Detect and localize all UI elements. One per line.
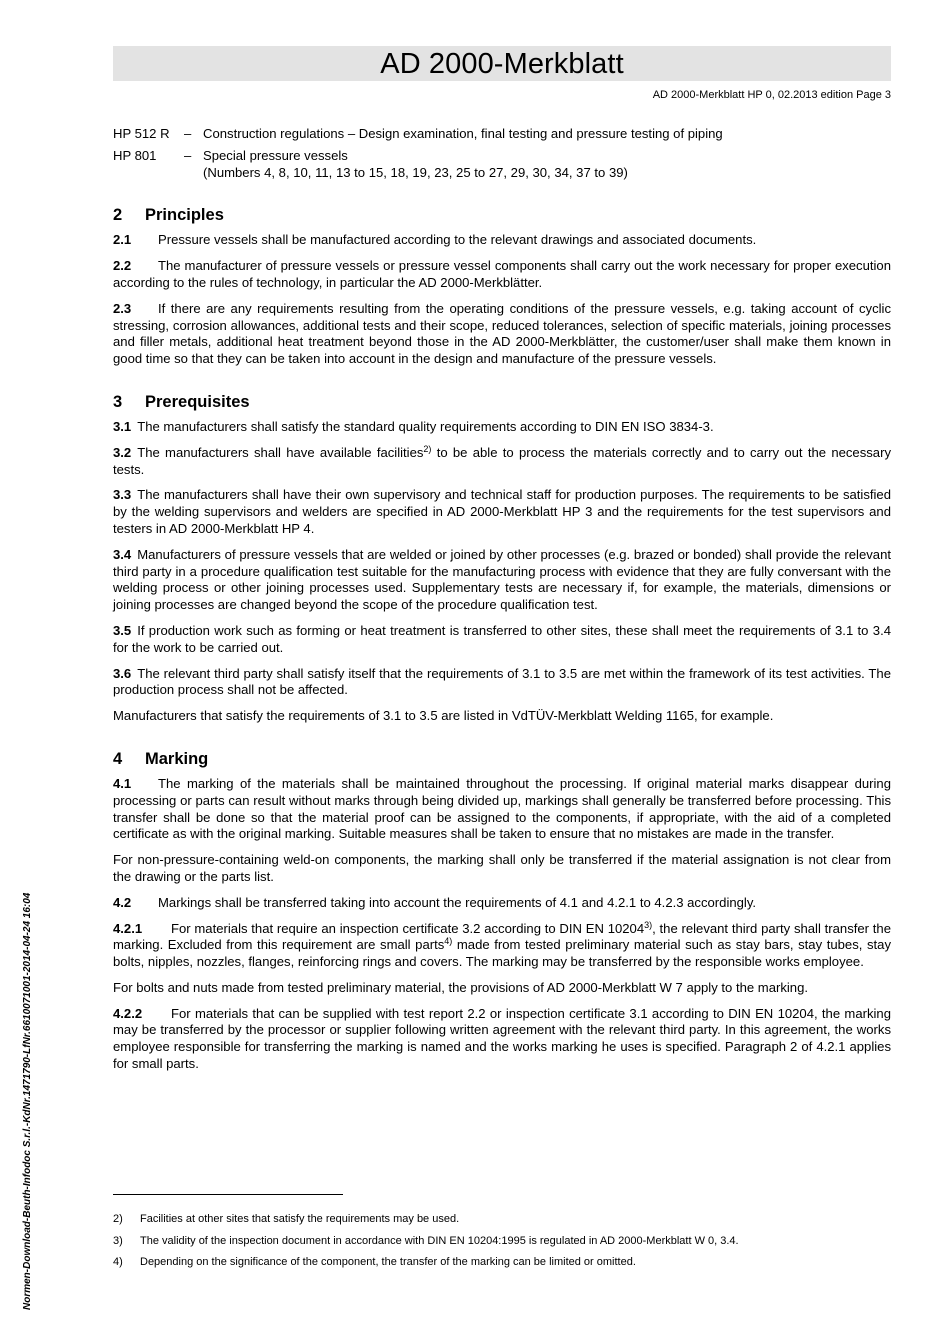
download-stamp: Normen-Download-Beuth-Infodoc S.r.l.-KdNr.1471790-LfNr.6610071001-2014-04-24 16:04 [22, 892, 33, 1310]
reference-item [113, 126, 891, 143]
paragraph-number: 3.6 [113, 665, 132, 681]
paragraph-2-1 [113, 232, 891, 249]
document-header [113, 46, 891, 81]
footnote-divider [113, 1194, 343, 1195]
paragraph-text: The manufacturer of pressure vessels or pressure vessel components shall carry out the work necessary for proper execution according to the rules of technology, in particular the AD 2000-Merkblätter. [113, 258, 891, 290]
footnote-item [113, 1212, 891, 1226]
paragraph-3-6 [113, 666, 891, 700]
paragraph-number: 2.3 [113, 300, 132, 316]
footnote-mark: 4) [113, 1256, 123, 1268]
paragraph-number: 4.2.1 [113, 920, 143, 936]
section-heading-prerequisites [113, 392, 891, 412]
section-number: 2 [113, 206, 123, 225]
reference-text [203, 148, 891, 182]
footnote-item [113, 1234, 891, 1248]
edition-line: AD 2000-Merkblatt HP 0, 02.2013 edition Page 3 [652, 89, 891, 101]
paragraph-text: For materials that require an inspection certificate 3.2 according to DIN EN 10204 [171, 920, 645, 936]
paragraph-4-2-2 [113, 1006, 891, 1073]
footnote-text: The validity of the inspection document in accordance with DIN EN 10204:1995 is regulated in AD 2000-Merkblatt W 0, 3.4. [140, 1234, 739, 1247]
footnote-text: Depending on the significance of the component, the transfer of the marking can be limited or omitted. [140, 1256, 636, 1268]
paragraph-number: 4.2.2 [113, 1005, 143, 1021]
paragraph-text: , the relevant third party shall transfer the marking. Excluded from this requirement are small parts [113, 920, 891, 953]
reference-text: Construction regulations – Design examination, final testing and pressure testing of piping [203, 126, 723, 141]
paragraph-text: If production work such as forming or heat treatment is transferred to other sites, these shall meet the requirements of 3.1 to 3.4 for the work to be carried out. [113, 622, 891, 655]
section-title: Principles [145, 206, 224, 225]
document-page [113, 46, 891, 1082]
document-title: AD 2000-Merkblatt [380, 48, 624, 80]
footnote-item [113, 1255, 891, 1269]
paragraph-2-2 [113, 258, 891, 292]
paragraph-text: The manufacturers shall have their own supervisory and technical staff for production purposes. The requirements to be satisfied by the welding supervisors and welders are specified in AD 2000-Merkblatt HP 3 and the requirements for the test supervisors and testers in AD 2000-Merkblatt HP 4. [113, 487, 891, 536]
paragraph-number: 3.4 [113, 546, 132, 562]
paragraph-text: made from tested preliminary material such as stay bars, stay tubes, stay bolts, nipples, nozzles, flanges, reinforcing rings and covers. The marking may be transferred by the responsible works employee. [113, 937, 891, 970]
reference-dash: – [184, 126, 192, 141]
paragraph-text: If there are any requirements resulting from the operating conditions of the pressure vessels, e.g. taking account of cyclic stressing, corrosion allowances, additional tests and their scope, reduced tolerances, selection of specific materials, joining processes and filler metals, additional heat treatment beyond those in the AD 2000-Merkblätter, the customer/user shall make them known in good time so that they can be taken into account in the design and manufacture of the pressure vessels. [113, 300, 891, 367]
reference-code: HP 512 R [113, 126, 170, 141]
paragraph-4-1 [113, 776, 891, 843]
reference-text-line: Special pressure vessels [203, 147, 348, 163]
paragraph-text: The manufacturers shall satisfy the standard quality requirements according to DIN EN ISO 3834-3. [137, 418, 714, 434]
paragraph-number: 3.2 [113, 444, 132, 460]
reference-text-line: (Numbers 4, 8, 10, 11, 13 to 15, 18, 19, 23, 25 to 27, 29, 30, 34, 37 to 39) [203, 164, 628, 180]
footnote-ref: 4) [444, 936, 453, 947]
section-heading-principles [113, 205, 891, 225]
paragraph-text: The manufacturers shall have available facilities [137, 444, 424, 460]
paragraph-text: The marking of the materials shall be maintained throughout the processing. If original material marks disappear during processing or parts can result without marks through being divided up, markings shall generally be transferred before processing. This transfer shall be done so that the material proof can be assigned to the components, if appropriate, with the aid of a completed certificate as with the original marking. Suitable measures shall be taken to ensure that no mistakes are made in the transfer. [113, 775, 891, 842]
paragraph-3-3 [113, 487, 891, 537]
section-heading-marking [113, 749, 891, 769]
paragraph-text: Pressure vessels shall be manufactured according to the relevant drawings and associated documents. [158, 232, 757, 248]
paragraph-3-1 [113, 419, 891, 436]
paragraph-number: 3.3 [113, 487, 132, 503]
paragraph-number: 3.5 [113, 622, 132, 638]
paragraph-number: 4.1 [113, 775, 132, 791]
paragraph-text: Manufacturers that satisfy the requirements of 3.1 to 3.5 are listed in VdTÜV-Merkblatt Welding 1165, for example. [113, 708, 774, 724]
paragraph-4-1-note [113, 852, 891, 886]
paragraph-number: 3.1 [113, 418, 132, 434]
paragraph-number: 2.2 [113, 258, 132, 274]
reference-list [113, 126, 891, 181]
paragraph-4-2-1-note [113, 980, 891, 997]
section-title: Marking [145, 749, 209, 768]
reference-code: HP 801 [113, 147, 157, 163]
paragraph-2-3 [113, 301, 891, 368]
paragraph-4-2-1 [113, 921, 891, 971]
paragraph-3-2 [113, 445, 891, 479]
paragraph-3-5 [113, 623, 891, 657]
paragraph-text: For non-pressure-containing weld-on components, the marking shall only be transferred if the material assignation is not clear from the drawing or the parts list. [113, 852, 891, 884]
paragraph-text: Markings shall be transferred taking into account the requirements of 4.1 and 4.2.1 to 4.2.3 accordingly. [158, 894, 757, 910]
reference-dash: – [184, 147, 192, 163]
section-number: 3 [113, 392, 123, 411]
footnote-ref: 3) [644, 919, 653, 930]
section-title: Prerequisites [145, 392, 250, 411]
paragraph-number: 4.2 [113, 894, 132, 910]
paragraph-3-note [113, 708, 891, 725]
footnote-text: Facilities at other sites that satisfy the requirements may be used. [140, 1213, 460, 1225]
paragraph-number: 2.1 [113, 232, 132, 248]
footnotes [113, 1212, 891, 1277]
footnote-mark: 2) [113, 1213, 123, 1225]
reference-item [113, 148, 891, 182]
paragraph-text: For bolts and nuts made from tested preliminary material, the provisions of AD 2000-Merkblatt W 7 apply to the marking. [113, 979, 809, 995]
paragraph-text: Manufacturers of pressure vessels that are welded or joined by other processes (e.g. brazed or bonded) shall provide the relevant third party in a procedure qualification test suitable for the manufacturing process with evidence that they are fully conversant with the welding process or other joining processes used. Supplementary tests are necessary if, for example, the materials, dimensions or joining processes are changed beyond the scope of the procedure qualification test. [113, 546, 891, 613]
paragraph-text: For materials that can be supplied with test report 2.2 or inspection certificate 3.1 according to DIN EN 10204, the marking may be transferred by the processor or supplier following written agreement with the relevant third party. In this agreement, the works employee responsible for transferring the marking is named and the works marking he uses is specified. Paragraph 2 of 4.2.1 applies for small parts. [113, 1005, 891, 1072]
paragraph-3-4 [113, 547, 891, 614]
footnote-mark: 3) [113, 1234, 123, 1247]
paragraph-text: The relevant third party shall satisfy itself that the requirements of 3.1 to 3.5 are met within the framework of its test activities. The production process shall not be affected. [113, 665, 891, 698]
footnote-ref: 2) [423, 443, 432, 454]
section-number: 4 [113, 749, 123, 768]
paragraph-text: to be able to process the materials correctly and to carry out the necessary tests. [113, 444, 891, 477]
paragraph-4-2 [113, 895, 891, 912]
